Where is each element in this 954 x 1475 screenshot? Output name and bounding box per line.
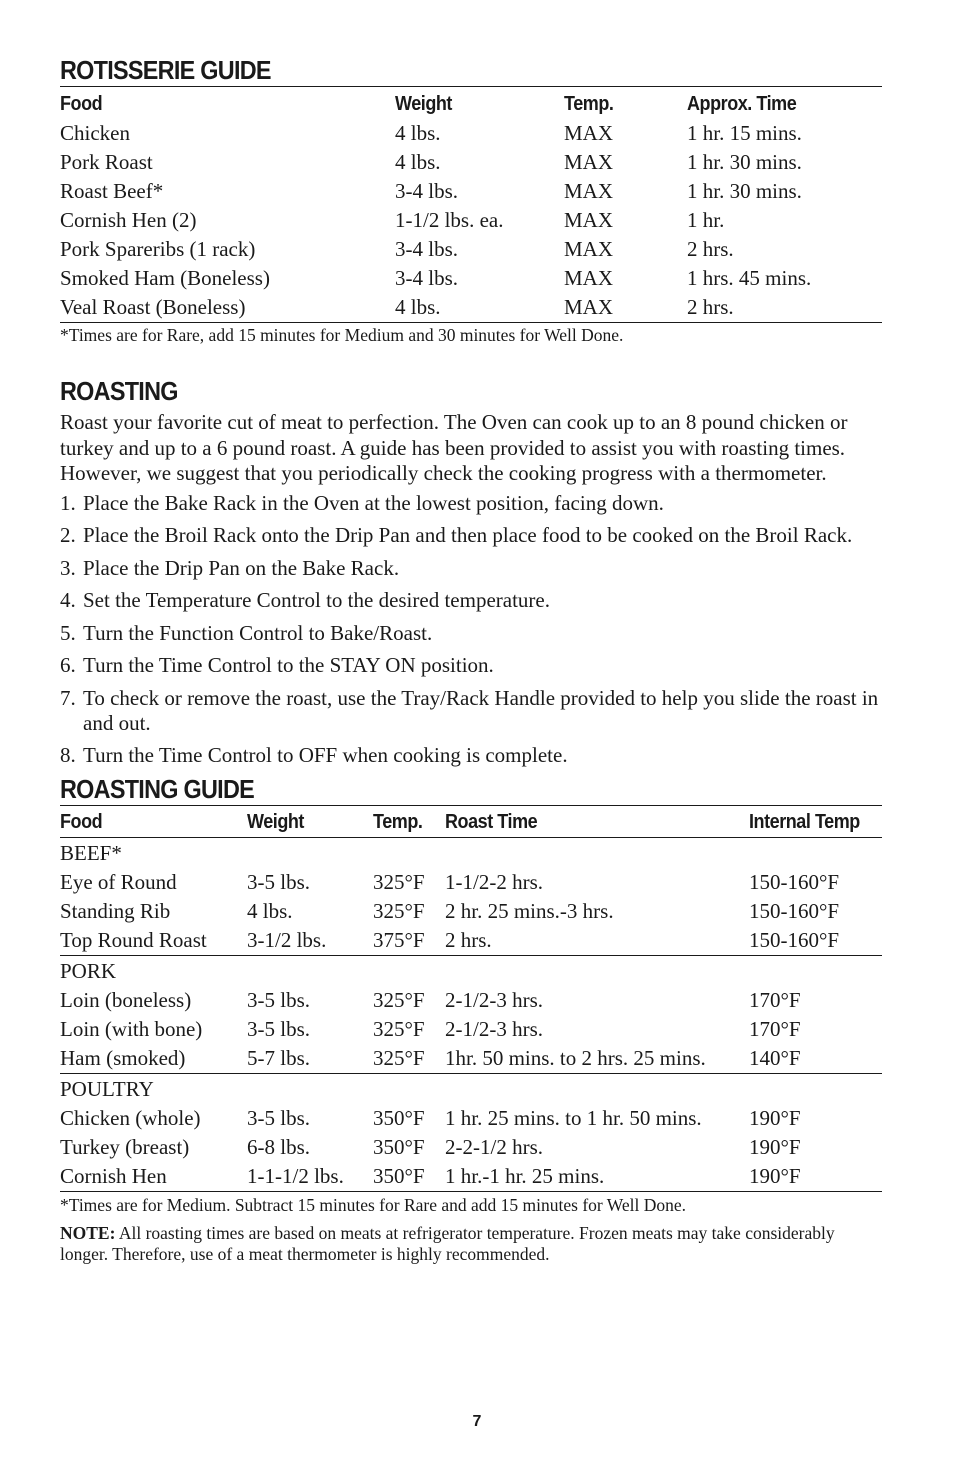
roast-time-cell: 1 hr. 25 mins. to 1 hr. 50 mins. [445, 1105, 702, 1130]
step-number: 7. [60, 685, 76, 710]
temp-cell: MAX [564, 208, 614, 232]
roasting-intro: Roast your favorite cut of meat to perfection. The Oven can cook up to an 8 pound chicken or turkey and up to a 6 pound roast. A guide has been provided to assist you with roasting times. However, we suggest that you periodically check the cooking progress with a thermometer. [60, 410, 848, 485]
internal-temp-cell: 190°F [749, 1134, 801, 1159]
list-item [60, 491, 882, 516]
roast-time-cell: 2 hr. 25 mins.-3 hrs. [445, 898, 614, 923]
step-number: 4. [60, 588, 76, 612]
food-cell: Veal Roast (Boneless) [60, 295, 246, 319]
step-text: Turn the Time Control to the STAY ON position. [83, 653, 494, 677]
weight-cell: 3-4 lbs. [395, 237, 458, 261]
col-header-roast-time: Roast Time [445, 811, 538, 833]
table-row [60, 868, 882, 897]
step-number: 3. [60, 555, 76, 580]
temp-cell: MAX [564, 121, 614, 145]
weight-cell: 1-1/2 lbs. ea. [395, 208, 504, 232]
roasting-steps [60, 491, 882, 769]
food-cell: Chicken (whole) [60, 1105, 201, 1130]
food-cell: Cornish Hen (2) [60, 208, 197, 232]
temp-cell: MAX [564, 237, 614, 261]
food-cell: Loin (boneless) [60, 987, 192, 1012]
internal-temp-cell: 150-160°F [749, 869, 840, 894]
weight-cell: 3-4 lbs. [395, 266, 458, 290]
time-cell: 2 hrs. [687, 237, 734, 261]
temp-cell: 325°F [373, 987, 425, 1012]
note-label: NOTE: [60, 1222, 116, 1243]
time-cell: 1 hr. [687, 208, 725, 232]
page-number: 7 [472, 1413, 482, 1430]
food-cell: Roast Beef* [60, 179, 164, 203]
col-header-temp: Temp. [564, 92, 614, 115]
roasting-guide-group [60, 1074, 882, 1191]
table-row [60, 264, 882, 293]
weight-cell: 3-1/2 lbs. [247, 927, 327, 952]
table-row [60, 897, 882, 926]
table-row [60, 1162, 882, 1191]
col-header-weight: Weight [247, 811, 304, 833]
table-row [60, 206, 882, 235]
table-row [60, 1104, 882, 1133]
roast-time-cell: 2-1/2-3 hrs. [445, 987, 543, 1012]
rotisserie-footnote: *Times are for Rare, add 15 minutes for Medium and 30 minutes for Well Done. [60, 325, 624, 345]
list-item [60, 743, 882, 768]
time-cell: 1 hr. 15 mins. [687, 121, 802, 145]
step-text: Place the Drip Pan on the Bake Rack. [83, 555, 400, 580]
roasting-section [60, 376, 882, 768]
temp-cell: MAX [564, 295, 614, 319]
col-header-food: Food [60, 92, 103, 115]
list-item [60, 523, 882, 548]
internal-temp-cell: 190°F [749, 1163, 801, 1188]
rotisserie-section [60, 55, 882, 346]
temp-cell: 325°F [373, 1045, 425, 1070]
food-cell: Chicken [60, 121, 130, 145]
list-item [60, 588, 882, 613]
weight-cell: 4 lbs. [247, 898, 293, 923]
temp-cell: 375°F [373, 927, 425, 952]
roast-time-cell: 1 hr.-1 hr. 25 mins. [445, 1163, 605, 1188]
list-item [60, 556, 882, 581]
roasting-guide-section [60, 774, 882, 1265]
group-header-row [60, 1074, 882, 1104]
weight-cell: 5-7 lbs. [247, 1045, 310, 1070]
table-row [60, 926, 882, 955]
table-row [60, 177, 882, 206]
weight-cell: 3-5 lbs. [247, 869, 310, 894]
internal-temp-cell: 150-160°F [749, 927, 840, 952]
rotisserie-title: ROTISSERIE GUIDE [60, 55, 271, 85]
table-row [60, 148, 882, 177]
food-cell: Loin (with bone) [60, 1016, 203, 1041]
step-text: Place the Bake Rack in the Oven at the lowest position, facing down. [83, 490, 664, 515]
table-row [60, 986, 882, 1015]
roasting-title: ROASTING [60, 376, 178, 406]
divider [60, 1191, 882, 1192]
food-cell: Cornish Hen [60, 1163, 167, 1188]
weight-cell: 6-8 lbs. [247, 1134, 310, 1159]
roast-time-cell: 1hr. 50 mins. to 2 hrs. 25 mins. [445, 1045, 706, 1070]
roasting-guide-group [60, 956, 882, 1073]
list-item [60, 653, 882, 678]
food-cell: Pork Spareribs (1 rack) [60, 237, 256, 261]
time-cell: 1 hr. 30 mins. [687, 179, 802, 203]
roast-time-cell: 1-1/2-2 hrs. [445, 869, 543, 894]
step-number: 6. [60, 653, 76, 677]
col-header-approx-time: Approx. Time [687, 92, 797, 115]
manual-page [60, 55, 882, 1265]
rotisserie-header-row [60, 87, 882, 119]
table-row [60, 1015, 882, 1044]
group-name: POULTRY [60, 1076, 154, 1101]
food-cell: Smoked Ham (Boneless) [60, 266, 270, 290]
table-row [60, 1133, 882, 1162]
food-cell: Pork Roast [60, 150, 153, 174]
weight-cell: 3-5 lbs. [247, 1016, 310, 1041]
group-name: PORK [60, 958, 117, 983]
step-text: Turn the Time Control to OFF when cooking is complete. [83, 743, 568, 767]
food-cell: Ham (smoked) [60, 1045, 186, 1070]
col-header-temp: Temp. [373, 811, 423, 833]
temp-cell: 325°F [373, 869, 425, 894]
list-item [60, 686, 882, 736]
step-text: Turn the Function Control to Bake/Roast. [83, 620, 433, 645]
step-number: 1. [60, 490, 76, 515]
temp-cell: MAX [564, 266, 614, 290]
table-row [60, 119, 882, 148]
roast-time-cell: 2-2-1/2 hrs. [445, 1134, 543, 1159]
col-header-food: Food [60, 811, 103, 833]
food-cell: Turkey (breast) [60, 1134, 190, 1159]
time-cell: 1 hrs. 45 mins. [687, 266, 812, 290]
weight-cell: 3-5 lbs. [247, 1105, 310, 1130]
weight-cell: 4 lbs. [395, 295, 441, 319]
note-text: All roasting times are based on meats at refrigerator temperature. Frozen meats may take considerably longer. Therefore, use of a meat thermometer is highly recommended. [60, 1222, 835, 1264]
col-header-internal-temp: Internal Temp [749, 811, 860, 833]
temp-cell: 325°F [373, 898, 425, 923]
roasting-guide-header-row [60, 806, 882, 838]
food-cell: Eye of Round [60, 869, 177, 894]
weight-cell: 1-1-1/2 lbs. [247, 1163, 344, 1188]
roasting-guide-group [60, 838, 882, 955]
step-number: 5. [60, 620, 76, 645]
weight-cell: 4 lbs. [395, 150, 441, 174]
col-header-weight: Weight [395, 92, 452, 115]
group-header-row [60, 956, 882, 986]
time-cell: 2 hrs. [687, 295, 734, 319]
group-header-row [60, 838, 882, 868]
internal-temp-cell: 140°F [749, 1045, 801, 1070]
table-row [60, 293, 882, 322]
roasting-guide-table [60, 806, 882, 838]
time-cell: 1 hr. 30 mins. [687, 150, 802, 174]
group-name: BEEF* [60, 840, 122, 865]
roasting-guide-footnote: *Times are for Medium. Subtract 15 minutes for Rare and add 15 minutes for Well Done. [60, 1194, 687, 1215]
internal-temp-cell: 170°F [749, 987, 801, 1012]
roast-time-cell: 2 hrs. [445, 927, 492, 952]
temp-cell: 325°F [373, 1016, 425, 1041]
temp-cell: 350°F [373, 1134, 425, 1159]
step-text: Place the Broil Rack onto the Drip Pan and then place food to be cooked on the Broil Rack. [83, 523, 853, 547]
internal-temp-cell: 190°F [749, 1105, 801, 1130]
food-cell: Top Round Roast [60, 927, 207, 952]
roasting-note [60, 1223, 882, 1265]
food-cell: Standing Rib [60, 898, 171, 923]
list-item [60, 621, 882, 646]
rotisserie-table [60, 87, 882, 322]
temp-cell: 350°F [373, 1105, 425, 1130]
roasting-guide-title: ROASTING GUIDE [60, 773, 255, 804]
roast-time-cell: 2-1/2-3 hrs. [445, 1016, 543, 1041]
step-number: 2. [60, 523, 76, 547]
internal-temp-cell: 150-160°F [749, 898, 840, 923]
weight-cell: 3-5 lbs. [247, 987, 310, 1012]
temp-cell: 350°F [373, 1163, 425, 1188]
step-text: To check or remove the roast, use the Tray/Rack Handle provided to help you slide the roast in and out. [83, 685, 879, 735]
temp-cell: MAX [564, 150, 614, 174]
weight-cell: 3-4 lbs. [395, 179, 458, 203]
weight-cell: 4 lbs. [395, 121, 441, 145]
temp-cell: MAX [564, 179, 614, 203]
step-text: Set the Temperature Control to the desired temperature. [83, 588, 550, 612]
step-number: 8. [60, 743, 76, 767]
table-row [60, 1044, 882, 1073]
table-row [60, 235, 882, 264]
internal-temp-cell: 170°F [749, 1016, 801, 1041]
